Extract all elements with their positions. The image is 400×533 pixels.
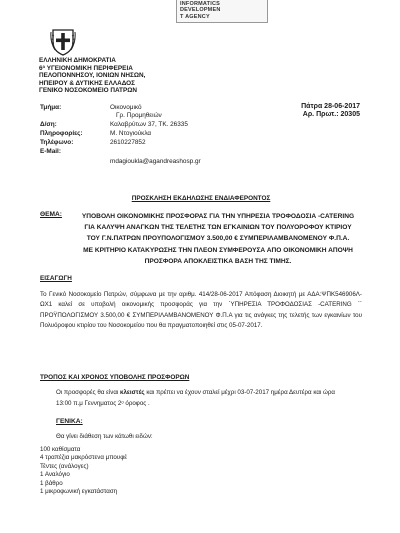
email-value[interactable]: mdagioukla@agandreashosp.gr bbox=[110, 158, 201, 165]
header-line: ΠΕΛΟΠΟΝΝΗΣΟΥ, ΙΟΝΙΩΝ ΝΗΣΩΝ, bbox=[39, 72, 146, 80]
subject-label: ΘΕΜΑ: bbox=[40, 211, 62, 218]
address-value: Καλαβρύτων 37, ΤΚ. 26335 bbox=[110, 121, 188, 128]
contact-label: Πληροφορίες: bbox=[40, 130, 83, 137]
list-item: 1 Αναλόγιο bbox=[40, 471, 70, 479]
list-item: 4 τραπέζια μακρόστενα μπουφέ bbox=[40, 454, 127, 462]
method-line-2: 13:00 π.μ Γεννηματος 2ᵒ όροφος . bbox=[56, 400, 150, 407]
header-line: ΗΠΕΙΡΟΥ & ΔΥΤΙΚΗΣ ΕΛΛΑΔΟΣ bbox=[39, 79, 135, 87]
general-heading: ΓΕΝΙΚΑ: bbox=[56, 418, 83, 425]
dept-label: Τμήμα: bbox=[40, 104, 62, 111]
method-text: Οι προσφορές θα είναι bbox=[56, 389, 121, 396]
stamp-line: INFORMATICS bbox=[180, 1, 220, 7]
subject-line: ΠΡΟΣΦΟΡΑ ΑΠΟΚΛΕΙΣΤΙΚΑ ΒΑΣΗ ΤΗΣ ΤΙΜΗΣ. bbox=[144, 257, 292, 265]
subject-line: ΥΠΟΒΟΛΗ ΟΙΚΟΝΟΜΙΚΗΣ ΠΡΟΣΦΟΡΑΣ ΓΙΑ ΤΗΝ ΥΠΗΡΕΣΙΑ ΤΡΟΦΟΔΟΣΙΑ -CATERING bbox=[81, 213, 355, 220]
list-item: 100 καθίσματα bbox=[40, 446, 81, 453]
list-item: Τέντες (ανάλογες) bbox=[40, 462, 89, 470]
method-line-1 bbox=[56, 388, 362, 398]
header-line: ΕΛΛΗΝΙΚΗ ΔΗΜΟΚΡΑΤΙΑ bbox=[39, 57, 116, 64]
place-date: Πάτρα 28-06-2017 bbox=[301, 103, 360, 110]
subject-line: ΓΙΑ ΚΑΛΥΨΗ ΑΝΑΓΚΩΝ ΤΗΣ ΤΕΛΕΤΗΣ ΤΩΝ ΕΓΚΑΙΝΙΩΝ ΤΟΥ ΠΟΛΥΟΡΟΦΟΥ ΚΤΙΡΙΟΥ bbox=[84, 224, 352, 232]
header-line: ΓΕΝΙΚΟ ΝΟΣΟΚΟΜΕΙΟ ΠΑΤΡΩΝ bbox=[39, 87, 137, 95]
hellenic-emblem-icon bbox=[50, 26, 76, 56]
document-title: ΠΡΟΣΚΛΗΣΗ ΕΚΔΗΛΩΣΗΣ ΕΝΔΙΑΦΕΡΟΝΤΟΣ bbox=[131, 195, 271, 202]
contact-value: Μ. Ντογιούκλα bbox=[110, 130, 152, 137]
header-line: 6ª ΥΓΕΙΟΝΟΜΙΚΗ ΠΕΡΙΦΕΡΕΙΑ bbox=[39, 64, 133, 72]
intro-paragraph: Το Γενικό Νοσοκομείο Πατρών, σύμφωνα με την αριθμ. 414/28-06-2017 Απόφαση Διοικητή με ΑΔΑ:ΨΠΚ546906Λ-ΩΧ1 καλεί σε υποβολή οικονομικής προσφοράς για την ΄ΥΠΗΡΕΣΙΑ ΤΡΟΦΟΔΟΣΙΑΣ -CATERING ΄΄ ΠΡΟΫΠΟΛΟΓΙΣΜΟΥ 3.500,00 € ΣΥΜΠΕΡΙΛΑΜΒΑΝΟΜΕΝΟΥ Φ.Π.Α για τις ανάγκες της τελετής των εγκαινίων του Πολυόροφου κτιρίου του Νοσοκομείου που θα πραγματοποιηθεί στις 05-07-2017. bbox=[40, 291, 362, 330]
general-intro: Θα γίνει διάθεση των κάτωθι ειδών: bbox=[56, 433, 153, 440]
subject-text bbox=[72, 211, 364, 267]
items-list bbox=[40, 446, 127, 496]
protocol-number: Αρ. Πρωτ.: 20305 bbox=[302, 111, 360, 119]
method-text: και πρέπει να έχουν σταλεί μέχρι 03-07-2017 ημέρα Δευτέρα και ώρα bbox=[144, 389, 335, 396]
dept-value: Οικονομικό bbox=[110, 104, 142, 111]
method-heading: ΤΡΟΠΟΣ ΚΑΙ ΧΡΟΝΟΣ ΥΠΟΒΟΛΗΣ ΠΡΟΣΦΟΡΩΝ bbox=[40, 374, 190, 381]
digital-signature-stamp bbox=[176, 0, 268, 23]
intro-heading: ΕΙΣΑΓΩΓΗ bbox=[40, 275, 72, 282]
phone-value: 2610227852 bbox=[110, 139, 146, 146]
stamp-line: T AGENCY bbox=[180, 13, 210, 20]
date-protocol bbox=[252, 103, 360, 119]
list-item: 1 βάθρο bbox=[40, 479, 63, 487]
phone-label: Τηλέφωνο: bbox=[40, 139, 74, 146]
address-label: Δ/ση: bbox=[40, 121, 57, 128]
method-emphasis: κλειστές bbox=[120, 389, 145, 396]
list-item: 1 μικροφωνική εγκατάσταση bbox=[40, 488, 118, 496]
subject-line: ΤΟΥ Γ.Ν.ΠΑΤΡΩΝ ΠΡΟΥΠΟΛΟΓΙΣΜΟΥ 3.500,00 € ΣΥΜΠΕΡΙΛΑΜΒΑΝΟΜΕΝΟΥ Φ.Π.Α. bbox=[86, 235, 350, 243]
dept-value-2: Γρ. Προμηθειών bbox=[116, 112, 162, 119]
subject-line: ΜΕ ΚΡΙΤΗΡΙΟ ΚΑΤΑΚΥΡΩΣΗΣ ΤΗΝ ΠΛΕΟΝ ΣΥΜΦΕΡΟΥΣΑ ΑΠΟ ΟΙΚΟΝΟΜΙΚΗ ΑΠΟΨΗ bbox=[83, 246, 353, 254]
stamp-line: DEVELOPMEN bbox=[180, 7, 221, 14]
email-label: E-Mail: bbox=[40, 148, 61, 155]
issuer-header bbox=[39, 57, 145, 95]
